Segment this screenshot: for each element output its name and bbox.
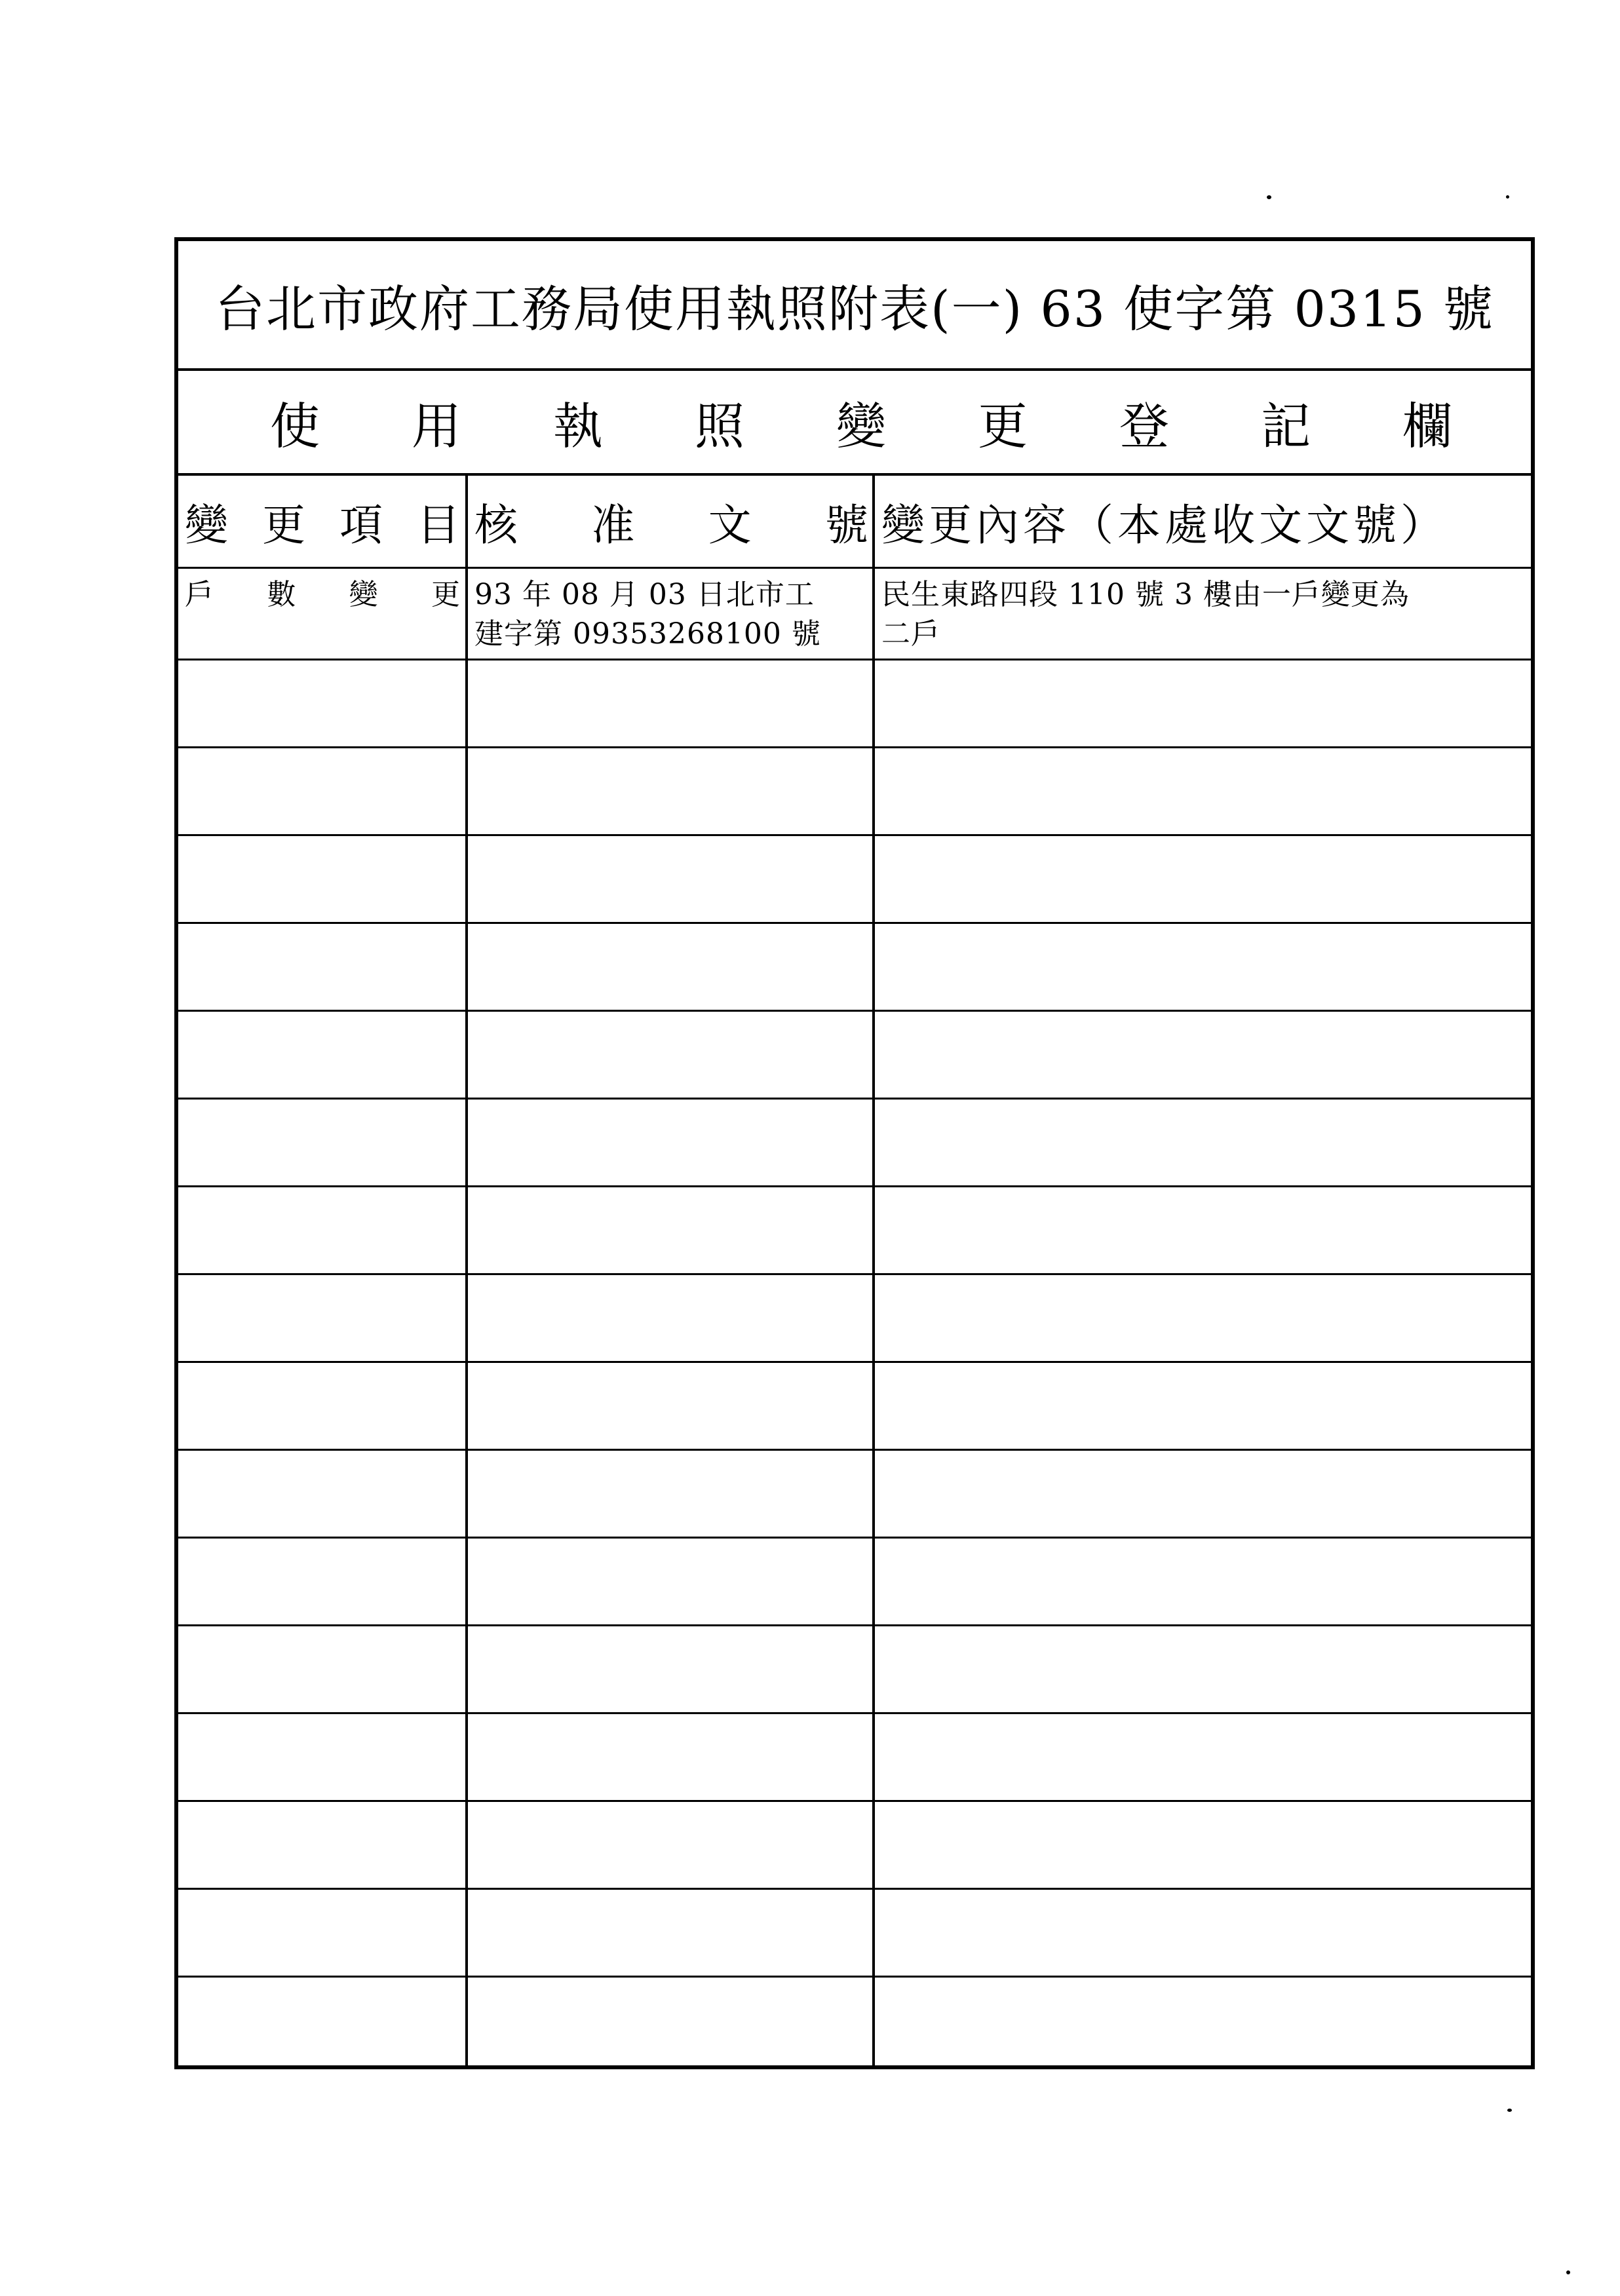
heading-char: 更 <box>978 396 1028 455</box>
entry-change-item <box>178 569 465 608</box>
header-char: 核 <box>474 500 518 550</box>
heading-char: 登 <box>1119 396 1169 455</box>
table-row <box>178 1363 1531 1451</box>
change-register-table <box>178 476 1531 2065</box>
table-header-row <box>178 476 1531 569</box>
document-title-text: 台北市政府工務局使用執照附表(一) 63 使字第 0315 號 <box>214 279 1495 338</box>
table-row <box>178 1714 1531 1802</box>
entry-char: 更 <box>431 578 460 608</box>
entry-approval-number <box>468 569 872 659</box>
scan-speck <box>1506 195 1509 199</box>
header-change-item <box>178 476 465 567</box>
header-char: 文 <box>708 500 752 550</box>
table-row <box>178 569 1531 660</box>
table-row <box>178 1451 1531 1539</box>
entry-change-content <box>875 569 1531 659</box>
heading-char: 用 <box>412 396 461 455</box>
heading-char: 欄 <box>1402 396 1452 455</box>
header-change-content <box>875 476 1531 567</box>
heading-char: 記 <box>1261 396 1311 455</box>
table-row <box>178 1626 1531 1714</box>
section-heading <box>178 371 1531 476</box>
header-char: 變 <box>185 500 228 550</box>
header-approval-number <box>468 476 872 567</box>
table-row <box>178 1275 1531 1363</box>
scan-speck <box>1566 2270 1570 2274</box>
table-row <box>178 1802 1531 1890</box>
scan-speck <box>1267 195 1271 199</box>
table-row <box>178 660 1531 748</box>
header-content-text: 變更內容（本處收文文號） <box>881 500 1448 550</box>
table-row <box>178 1978 1531 2065</box>
entry-char: 戶 <box>185 578 214 608</box>
heading-char: 變 <box>836 396 886 455</box>
table-row <box>178 1187 1531 1275</box>
table-row <box>178 924 1531 1012</box>
header-char: 准 <box>591 500 635 550</box>
document-frame <box>174 237 1535 2069</box>
scan-speck <box>1507 2109 1512 2112</box>
heading-char: 執 <box>553 396 603 455</box>
header-char: 號 <box>824 500 868 550</box>
entry-char: 變 <box>349 578 378 608</box>
document-title <box>178 241 1531 371</box>
table-row <box>178 836 1531 924</box>
heading-char: 照 <box>695 396 744 455</box>
header-char: 項 <box>339 500 383 550</box>
table-row <box>178 1012 1531 1100</box>
heading-char: 使 <box>270 396 320 455</box>
table-row <box>178 1890 1531 1978</box>
table-row <box>178 1100 1531 1187</box>
entry-content-line: 二戶 <box>881 617 940 651</box>
table-row <box>178 1539 1531 1626</box>
table-row <box>178 748 1531 836</box>
entry-approval-line: 建字第 09353268100 號 <box>474 617 821 651</box>
entry-char: 數 <box>267 578 296 608</box>
header-char: 目 <box>417 500 460 550</box>
entry-approval-line: 93 年 08 月 03 日北市工 <box>474 578 815 611</box>
entry-content-line: 民生東路四段 110 號 3 樓由一戶變更為 <box>881 578 1410 611</box>
header-char: 更 <box>262 500 305 550</box>
